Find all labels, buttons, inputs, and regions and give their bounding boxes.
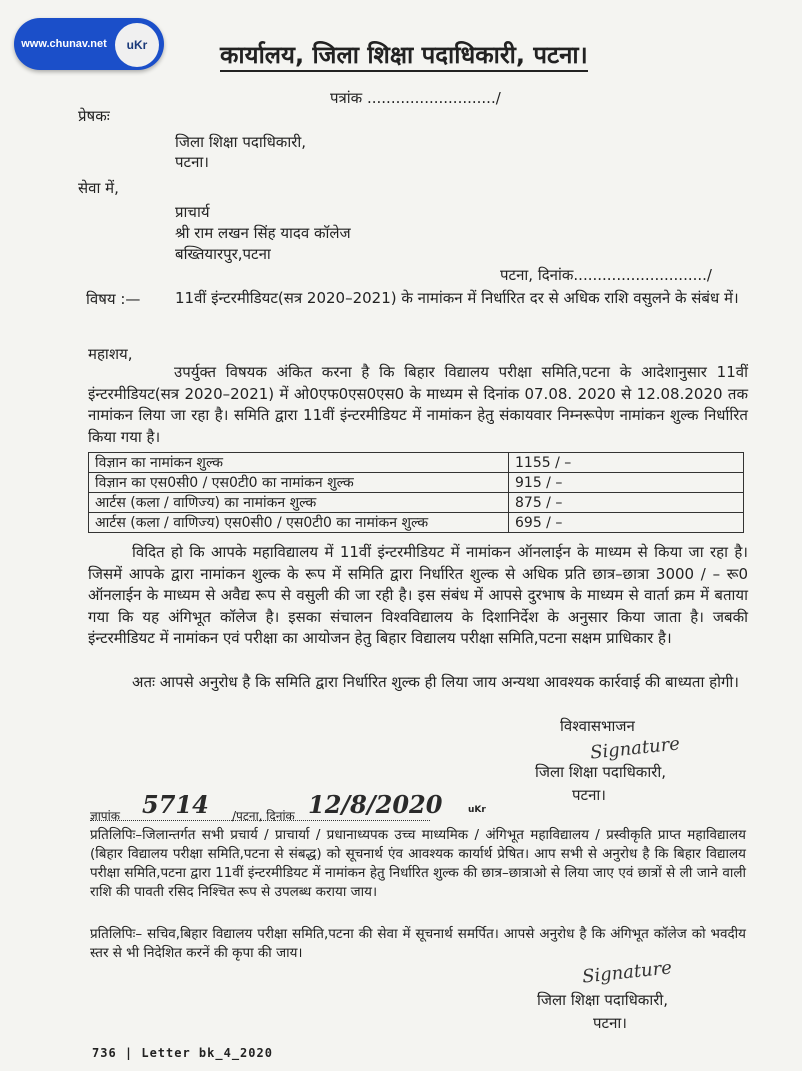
- watermark-logo: uKr: [115, 23, 159, 67]
- fee-label: विज्ञान का एस0सी0 / एस0टी0 का नामांकन शुल्क: [89, 473, 509, 493]
- copy-1: प्रतिलिपिः–जिलान्तर्गत सभी प्रचार्य / प्राचार्या / प्रधानाध्यपक उच्च माध्यमिक / अंगिभूत महाविद्यालय / प्रस्वीकृति प्राप्त महाविद्यालय (बिहार विद्यालय परीक्षा समिति,पटना से संबद्ध) को सूचनार्थ एंव आवश्यक कार्यार्थ प्रेषित। आप सभी से अनुरोध है कि बिहार विद्यालय परीक्षा समिति,पटना द्वारा 11वीं इंन्टरमीडियट में नामांकन हेतु निर्धारित शुल्क की छात्र–छात्राओ से लिया जाए एवं छात्रों से ली जाने वाली राशि की पावती रसिद निश्चित रूप से उपलब्ध कराया जाय।: [90, 827, 746, 900]
- recipient-line3: बख्तियारपुर,पटना: [175, 245, 271, 263]
- footer-reference: 736 | Letter bk_4_2020: [92, 1046, 273, 1060]
- copy-2: प्रतिलिपिः– सचिव,बिहार विद्यालय परीक्षा समिति,पटना की सेवा में सूचनार्थ समर्पित। आपसे अनुरोध है कि अंगिभूत कॉलेज को भवदीय स्तर से भी निदेशित करनें की कृपा की जाय।: [90, 926, 746, 961]
- sender-line1: जिला शिक्षा पदाधिकारी,: [175, 133, 307, 151]
- fee-label: आर्टस (कला / वाणिज्य) एस0सी0 / एस0टी0 का नामांकन शुल्क: [89, 513, 509, 533]
- paragraph-3: अतः आपसे अनुरोध है कि समिति द्वारा निर्धारित शुल्क ही लिया जाय अन्यथा आवश्यक कार्रवाई की बाध्यता होगी।: [132, 673, 739, 691]
- signature-1: Signature: [589, 733, 681, 764]
- fee-amount: 1155 / –: [509, 453, 744, 473]
- fee-table: [88, 452, 744, 533]
- gyapank-label: ज्ञापांक: [90, 809, 120, 823]
- patrank-line: पत्रांक .........................../: [330, 89, 501, 107]
- paragraph-2: विदित हो कि आपके महाविद्यालय में 11वीं इंन्टरमीडियट में नामांकन ऑनलाईन के माध्यम से किया जा रहा है। जिसमें आपके द्वारा नामांकन शुल्क के रूप में समिति द्वारा निर्धारित शुल्क से अधिक प्रति छात्र–छात्रा 3000 / – रू0 ऑनलाईन के माध्यम से अवैद्य रूप से वसुली की जा रही है। इस संबंध में आपसे दुरभाष के माध्यम से वार्ता क्रम में बताया गया कि यह अंगिभूत कॉलेज है। इसका संचालन विश्वविद्यालय के दिशानिर्देश के अनुसार किया जाता है। जबकी इंन्टरमीडियट में नामांकन एवं परीक्षा का आयोजन हेतु बिहार विद्यालय परीक्षा समिति,पटना सक्षम प्राधिकार है।: [88, 543, 748, 647]
- fee-amount: 695 / –: [509, 513, 744, 533]
- salutation: महाशय,: [88, 345, 133, 363]
- paragraph-1: उपर्युक्त विषयक अंकित करना है कि बिहार विद्यालय परीक्षा समिति,पटना के आदेशानुसार 11वीं इंन्टरमीडियट(सत्र 2020–2021) में ओ0एफ0एस0एस0 के माध्यम से दिनांक 07.08. 2020 से 12.08.2020 तक नामांकन लिया जा रहा है। समिति द्वारा 11वीं इंन्टरमीडियट में नामांकन हेतु संकायवार निम्नरूपेण नामांकन शुल्क निर्धारित किया गया है।: [88, 363, 748, 446]
- gyapank-mid: /पटना, दिनांक: [232, 809, 295, 823]
- gyapank-number: 5714: [142, 790, 209, 819]
- fee-amount: 875 / –: [509, 493, 744, 513]
- office-title: कार्यालय, जिला शिक्षा पदाधिकारी, पटना।: [220, 40, 588, 72]
- table-row: [89, 493, 744, 513]
- sender-label: प्रेषकः: [78, 107, 110, 125]
- fee-label: आर्टस (कला / वाणिज्य) का नामांकन शुल्क: [89, 493, 509, 513]
- sender-line2: पटना।: [175, 153, 209, 171]
- closing-place: पटना।: [572, 786, 606, 804]
- closing2-designation: जिला शिक्षा पदाधिकारी,: [537, 991, 669, 1009]
- subject-label: विषय :—: [86, 290, 141, 308]
- closing-yours-faithfully: विश्वासभाजन: [560, 717, 635, 735]
- table-row: [89, 513, 744, 533]
- gyapank-date: 12/8/2020: [308, 790, 443, 819]
- fee-label: विज्ञान का नामांकन शुल्क: [89, 453, 509, 473]
- watermark-url: www.chunav.net: [21, 38, 107, 50]
- subject-text: 11वीं इंन्टरमीडियट(सत्र 2020–2021) के नामांकन में निर्धारित दर से अधिक राशि वसुलने के संबंध में।: [175, 289, 739, 307]
- closing-designation: जिला शिक्षा पदाधिकारी,: [535, 763, 667, 781]
- closing2-place: पटना।: [593, 1014, 627, 1032]
- table-row: [89, 453, 744, 473]
- fee-amount: 915 / –: [509, 473, 744, 493]
- recipient-label: सेवा में,: [78, 179, 119, 197]
- recipient-line2: श्री राम लखन सिंह यादव कॉलेज: [175, 224, 351, 242]
- table-row: [89, 473, 744, 493]
- signature-2: Signature: [581, 957, 673, 988]
- uKr-mark: uKr: [468, 805, 486, 815]
- date-line: पटना, दिनांक............................/: [500, 266, 712, 284]
- recipient-line1: प्राचार्य: [175, 203, 210, 221]
